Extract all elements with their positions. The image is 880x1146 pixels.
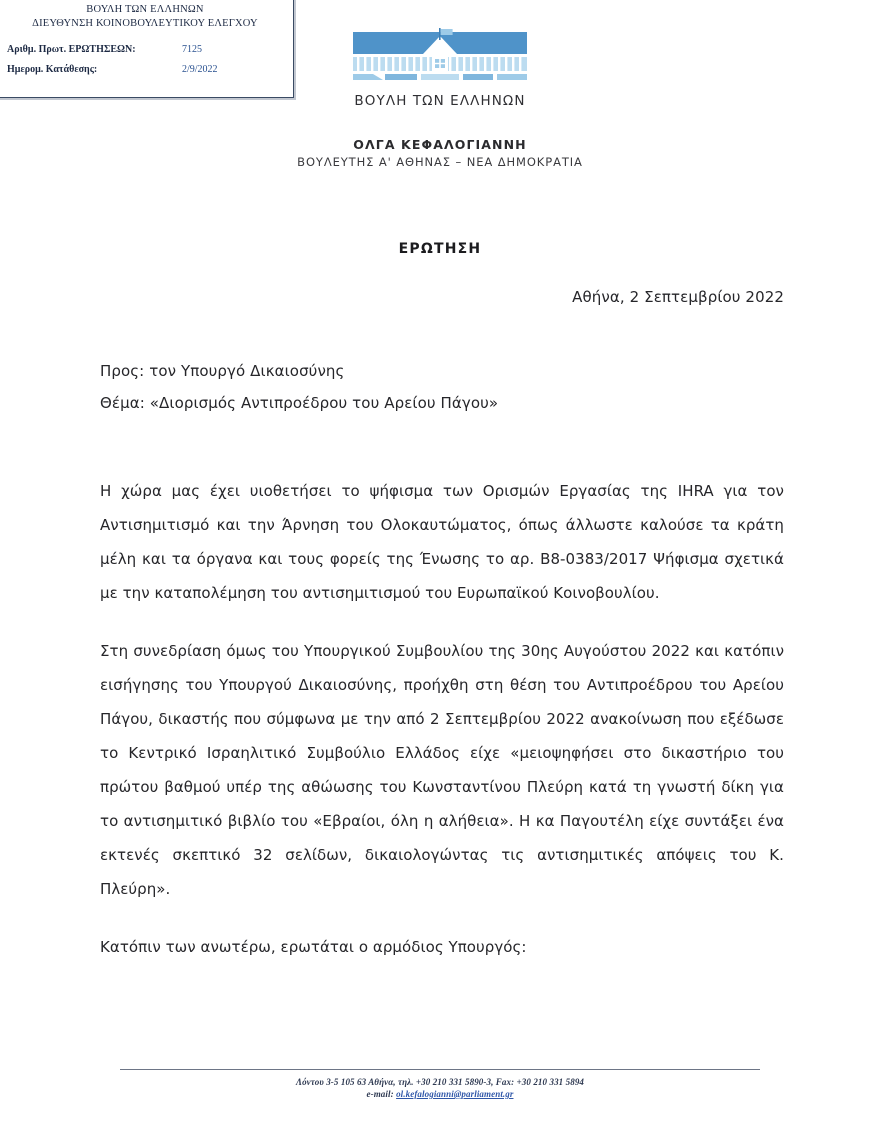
- footer-divider: [120, 1069, 760, 1070]
- stamp-organization: [7, 3, 283, 31]
- stamp-org-line-2: ΔΙΕΥΘΥΝΣΗ ΚΟΙΝΟΒΟΥΛΕΥΤΙΚΟΥ ΕΛΕΓΧΟΥ: [32, 17, 258, 29]
- stamp-org-line-1: ΒΟΥΛΗ ΤΩΝ ΕΛΛΗΝΩΝ: [86, 4, 204, 15]
- recipient-line: Προς: τον Υπουργό Δικαιοσύνης: [100, 362, 345, 380]
- document-body: [100, 474, 784, 988]
- footer-address: Λόντου 3-5 105 63 Αθήνα, τηλ. +30 210 331 5890-3, Fax: +30 210 331 5894: [295, 1077, 585, 1087]
- footer-email-link[interactable]: ol.kefalogianni@parliament.gr: [396, 1089, 514, 1099]
- parliament-logo: [345, 28, 535, 90]
- mp-identity: [0, 137, 880, 169]
- document-date: Αθήνα, 2 Σεπτεμβρίου 2022: [572, 288, 784, 306]
- body-paragraph: Κατόπιν των ανωτέρω, ερωτάται ο αρμόδιος Υπουργός:: [100, 938, 527, 956]
- stamp-date-value: 2/9/2022: [182, 63, 218, 75]
- subject-line: Θέμα: «Διορισμός Αντιπροέδρου του Αρείου Πάγου»: [100, 394, 499, 412]
- body-paragraph: Η χώρα μας έχει υιοθετήσει το ψήφισμα των Ορισμών Εργασίας της IHRA για τον Αντισημιτισμό και την Άρνηση του Ολοκαυτώματος, όπως άλλωστε καλούσε τα κράτη μέλη και τα όργανα και τους φορείς της Ένωσης το αρ. B8-0383/2017 Ψήφισμα σχετικά με την καταπολέμηση του αντισημιτισμού του Ευρωπαϊκού Κοινοβουλίου.: [100, 482, 784, 602]
- letterhead: [0, 28, 880, 169]
- footer-email-label: e-mail:: [366, 1089, 394, 1099]
- footer-email-row: [0, 1088, 880, 1100]
- mp-role: ΒΟΥΛΕΥΤΗΣ Α' ΑΘΗΝΑΣ – ΝΕΑ ΔΗΜΟΚΡΑΤΙΑ: [297, 155, 583, 169]
- recipient-block: [100, 362, 784, 426]
- mp-name: ΟΛΓΑ ΚΕΦΑΛΟΓΙΑΝΝΗ: [353, 137, 527, 152]
- body-paragraph: Στη συνεδρίαση όμως του Υπουργικού Συμβουλίου της 30ης Αυγούστου 2022 και κατόπιν εισήγησης του Υπουργού Δικαιοσύνης, προήχθη στη θέση του Αντιπροέδρου του Αρείου Πάγου, δικαστής που σύμφωνα με την από 2 Σεπτεμβρίου 2022 ανακοίνωση που εξέδωσε το Κεντρικό Ισραηλιτικό Συμβούλιο Ελλάδος είχε «μειοψηφήσει στο δικαστήριο του πρώτου βαθμού υπέρ της αθώωσης του Κωνσταντίνου Πλεύρη κατά τη γνωστή δίκη για το αντισημιτικό βιβλίο του «Εβραίοι, όλη η αλήθεια». Η κα Παγουτέλη είχε συντάξει ένα εκτενές σκεπτικό 32 σελίδων, δικαιολογώντας τις αντισημιτικές απόψεις του Κ. Πλεύρη».: [100, 642, 784, 898]
- page-title: ΕΡΩΤΗΣΗ: [398, 241, 482, 257]
- parliament-building-icon: [345, 28, 535, 90]
- stamp-protocol-value: 7125: [182, 43, 202, 55]
- stamp-date-label: Ημερομ. Κατάθεσης:: [7, 63, 98, 75]
- page-footer: [0, 1069, 880, 1100]
- logo-caption: ΒΟΥΛΗ ΤΩΝ ΕΛΛΗΝΩΝ: [354, 93, 526, 109]
- stamp-protocol-label: Αριθμ. Πρωτ. ΕΡΩΤΗΣΕΩΝ:: [7, 43, 136, 55]
